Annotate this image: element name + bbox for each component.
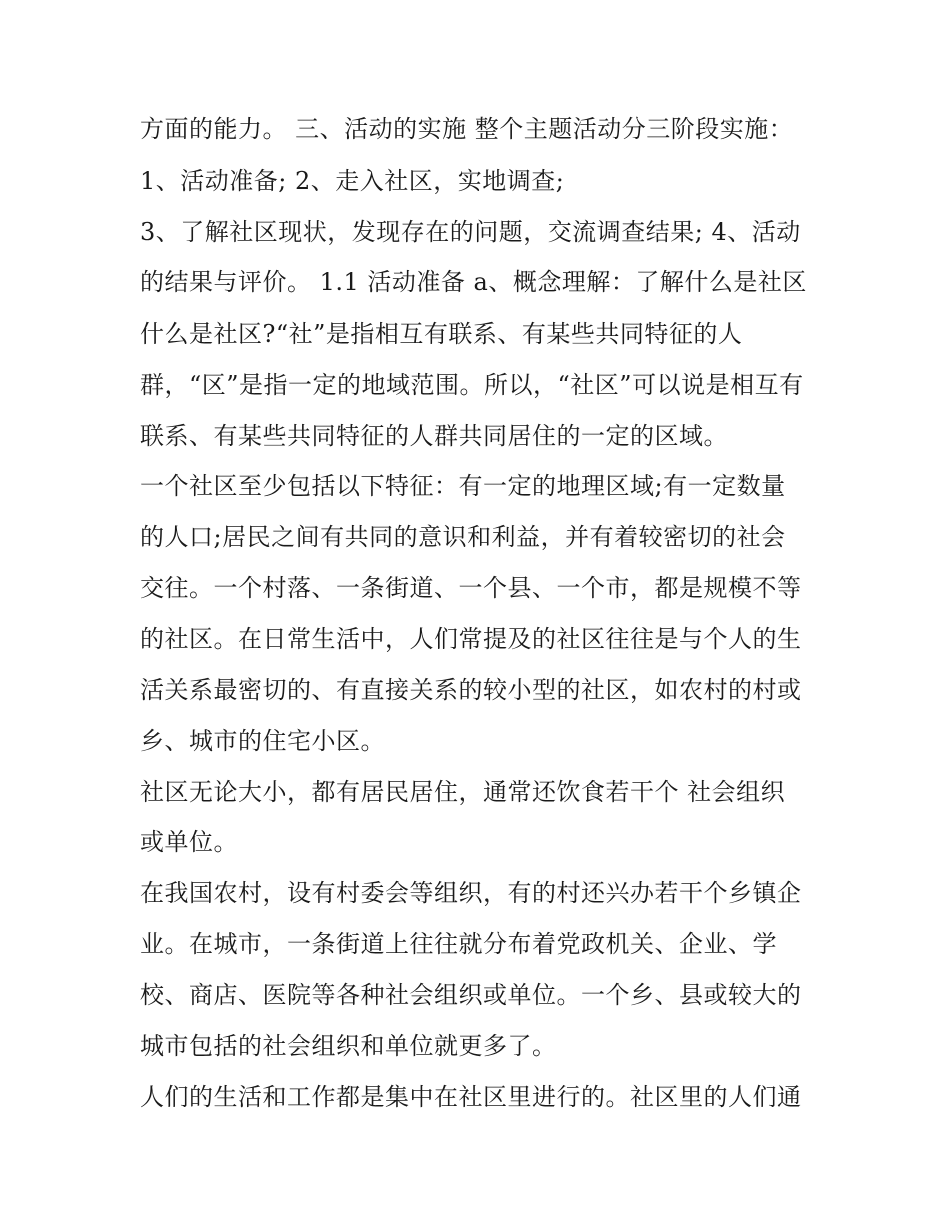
text-line: 交往。一个村落、一条街道、一个县、一个市，都是规模不等 (140, 574, 802, 602)
text-line: 的人口;居民之间有共同的意识和利益，并有着较密切的社会 (140, 523, 786, 551)
text-line: 在我国农村，设有村委会等组织，有的村还兴办若干个乡镇企 (140, 879, 802, 907)
text-line: 社区无论大小，都有居民居住，通常还饮食若干个 社会组织 (140, 778, 786, 806)
text-line: 城市包括的社会组织和单位就更多了。 (140, 1032, 557, 1060)
text-line: 活关系最密切的、有直接关系的较小型的社区，如农村的村或 (140, 676, 802, 704)
text-line: 或单位。 (140, 828, 238, 856)
text-line: 乡、城市的住宅小区。 (140, 727, 385, 755)
text-line: 业。在城市，一条街道上往往就分布着党政机关、企业、学 (140, 930, 777, 958)
text-line: 的社区。在日常生活中，人们常提及的社区往往是与个人的生 (140, 625, 802, 653)
text-line: 什么是社区?“社”是指相互有联系、有某些共同特征的人 (140, 320, 743, 348)
text-line: 一个社区至少包括以下特征：有一定的地理区域;有一定数量 (140, 472, 786, 500)
text-line: 3、了解社区现状，发现存在的问题，交流调查结果; 4、活动 (140, 218, 801, 246)
text-line: 校、商店、医院等各种社会组织或单位。一个乡、县或较大的 (140, 981, 802, 1009)
text-line: 人们的生活和工作都是集中在社区里进行的。社区里的人们通 (140, 1083, 802, 1111)
text-line: 的结果与评价。 1.1 活动准备 a、概念理解：了解什么是社区 (140, 268, 807, 296)
text-line: 1、活动准备; 2、走入社区，实地调查; (140, 167, 565, 195)
text-line: 群，“区”是指一定的地域范围。所以，“社区”可以说是相互有 (140, 371, 804, 399)
text-line: 联系、有某些共同特征的人群共同居住的一定的区域。 (140, 422, 728, 450)
text-line: 方面的能力。 三、活动的实施 整个主题活动分三阶段实施： (140, 115, 794, 143)
